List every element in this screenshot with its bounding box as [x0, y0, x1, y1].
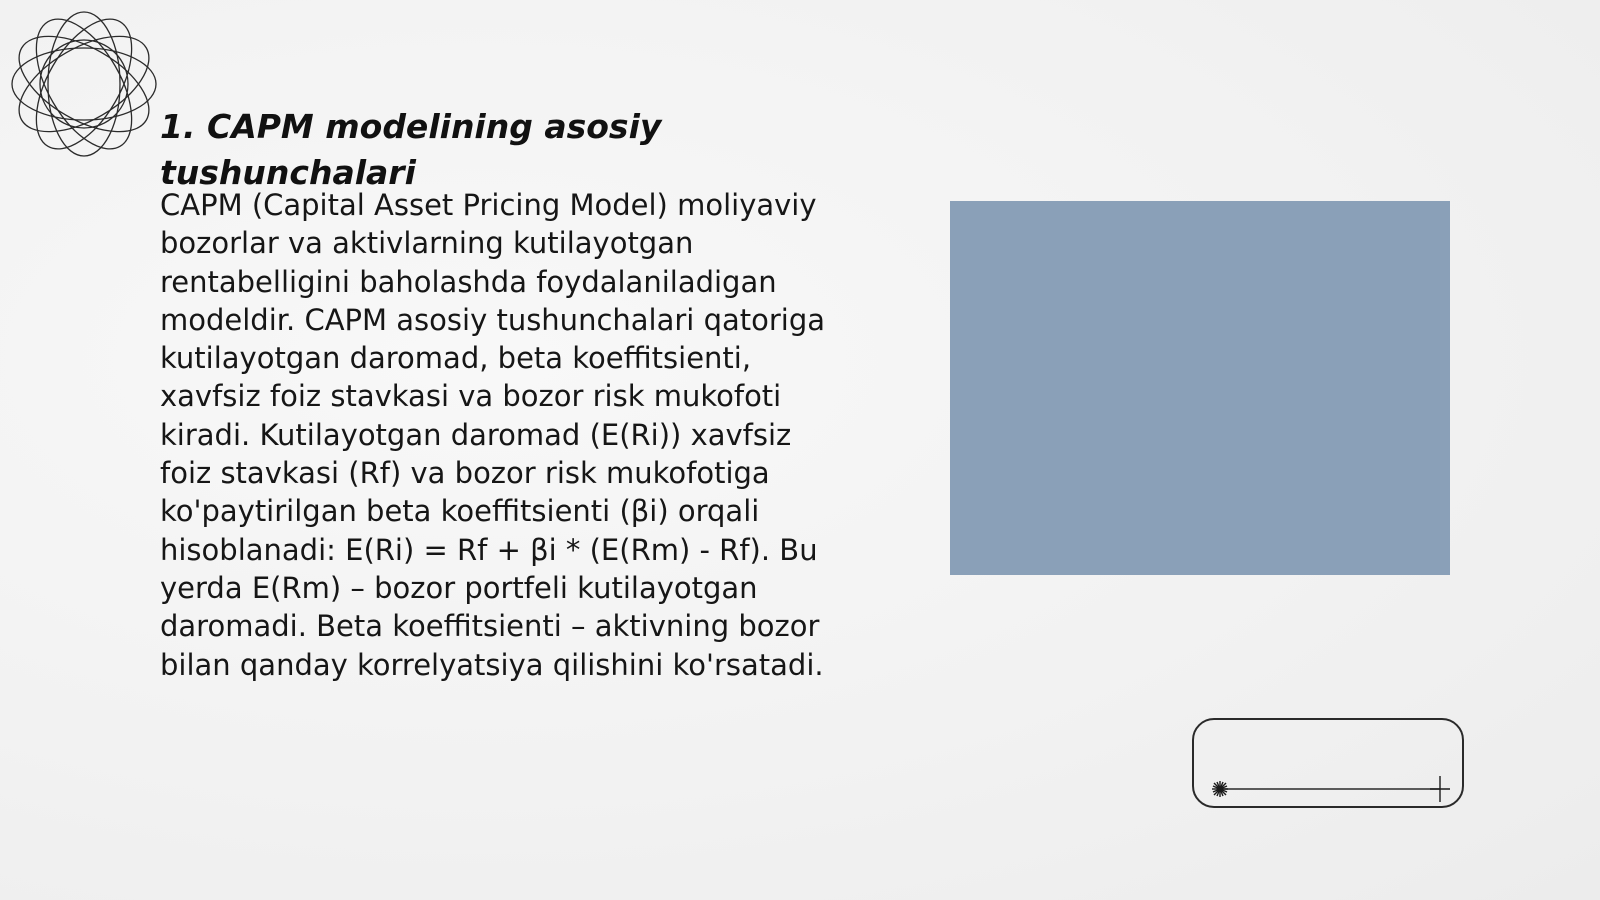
- starburst-icon: [1212, 781, 1228, 797]
- panel-underline: [950, 201, 1450, 575]
- sparkle-cross-icon: [1430, 776, 1450, 802]
- flower-of-circles-icon: [8, 8, 160, 160]
- slide-body-text: CAPM (Capital Asset Pricing Model) moliyaviy bozorlar va aktivlarning kutilayotgan rentabelligini baholashda foydalaniladigan modeldir. CAPM asosiy tushunchalari qatoriga kutilayotgan daromad, beta koeffitsienti, xavfsiz foiz stavkasi va bozor risk mukofoti kiradi. Kutilayotgan daromad (E(Ri)) xavfsiz foiz stavkasi (Rf) va bozor risk mukofotiga ko'paytirilgan beta koeffitsienti (βi) orqali hisoblanadi: E(Ri) = Rf + βi * (E(Rm) - Rf). Bu yerda E(Rm) – bozor portfeli kutilayotgan daromadi. Beta koeffitsienti – aktivning bozor bilan qanday korrelyatsiya qilishini ko'rsatadi.: [160, 188, 826, 682]
- decorative-rounded-frame: [1192, 718, 1464, 808]
- frame-line-graphic: [1194, 720, 1466, 810]
- slide-title: 1. CAPM modelining asosiy tushunchalari: [160, 107, 662, 192]
